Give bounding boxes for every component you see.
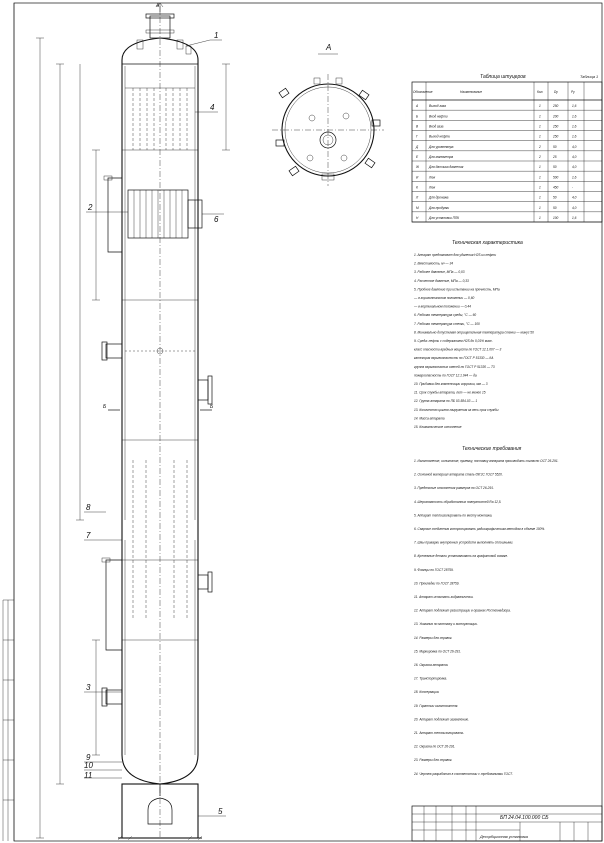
tech-requirement-item: 16. Окраска аппарата. xyxy=(414,663,449,667)
view-a-plan xyxy=(272,74,384,186)
nozzle-qty: 1 xyxy=(539,165,541,170)
tech-characteristic-item: 7. Рабочая температура стенки, °С — 100 xyxy=(414,321,480,326)
overall-dimensions xyxy=(36,38,100,838)
tech-requirement-item: 8. Крепежные детали устанавливать на графитовой смазке. xyxy=(414,554,509,559)
nozzle-dn: 250 xyxy=(553,134,559,139)
tech-requirement-item: 19. Гарантии изготовителя. xyxy=(414,703,459,708)
tech-characteristic-item: категория взрывоопасности по ГОСТ Р 51330 — IIА xyxy=(414,356,494,361)
tube-bundle xyxy=(128,190,202,238)
tech-requirement-item: 18. Консервация. xyxy=(414,690,440,695)
nozzle-qty: 1 xyxy=(539,215,541,220)
header-dn: Dу xyxy=(554,90,558,94)
side-pipe-upper xyxy=(108,178,122,252)
nozzle-qty: 1 xyxy=(539,175,541,180)
header-code: Обозначение xyxy=(413,90,433,94)
tech-characteristic-item: класс опасности вредных веществ по ГОСТ 12.1.007 — 3 xyxy=(414,347,502,352)
nozzle-code: И xyxy=(416,175,419,180)
nozzle-dn: 250 xyxy=(553,104,559,109)
nozzle-pn: 4,0 xyxy=(572,144,577,149)
tech-requirement-item: 3. Предельные отклонения размеров по ОСТ 26-291. xyxy=(414,486,494,491)
tech-characteristic-item: — в горизонтальном положении — 0,60 xyxy=(414,296,475,300)
nozzle-pn: 1,6 xyxy=(572,124,577,129)
nozzle-pn: 4,0 xyxy=(572,195,577,200)
nozzle-qty: 1 xyxy=(539,114,541,119)
header-name: Наименование xyxy=(460,90,482,94)
part-number-2: 2 xyxy=(88,203,93,212)
nozzle-table-title: Таблица штуцеров xyxy=(480,74,526,80)
tech-characteristics-list xyxy=(413,253,534,429)
title-designation: БП 24.04.100.000 СБ xyxy=(500,815,549,821)
tech-requirement-item: 14. Размеры для справок. xyxy=(414,635,453,640)
nozzle-dn: 50 xyxy=(553,205,557,210)
tech-characteristic-item: 10. Прибавка для компенсации коррозии, мм — 3 xyxy=(414,382,488,386)
nozzle-dn: 250 xyxy=(553,124,559,129)
tech-characteristic-item: 6. Рабочая температура среды, °С — 60 xyxy=(414,313,477,318)
view-label-top: А xyxy=(156,3,160,9)
nozzle-qty: 1 xyxy=(539,205,541,210)
part-leaders xyxy=(84,40,226,816)
nozzle-qty: 1 xyxy=(539,134,541,139)
header-pn: Pу xyxy=(571,90,575,94)
nozzle-name: Люк xyxy=(429,185,436,190)
tech-characteristic-item: — в вертикальном положении — 0,44 xyxy=(414,304,471,309)
nozzle-name: Люк xyxy=(429,175,436,180)
tech-requirement-item: 22. Окраска по ОСТ 26-291. xyxy=(414,744,456,749)
column-main-view xyxy=(36,3,230,840)
tech-requirement-item: 4. Шероховатость обработанных поверхностей Ra 12,5. xyxy=(414,499,502,504)
nozzle-name: Для уровнемера xyxy=(429,144,454,149)
part-number-10: 10 xyxy=(84,761,93,770)
tech-requirement-item: 21. Аппарат теплоизолировать. xyxy=(414,731,465,735)
nozzle-name: Вход газа xyxy=(429,124,444,129)
tech-requirement-item: 24. Чертеж разработан в соответствии с требованиями ГОСТ. xyxy=(414,771,513,776)
part-number-6: 6 xyxy=(214,215,219,224)
part-number-3: 3 xyxy=(86,683,91,692)
tech-characteristic-item: пожароопасность по ГОСТ 12.1.044 — да xyxy=(414,373,477,378)
nozzle-code: Ж xyxy=(416,165,419,170)
nozzle-dn: 500 xyxy=(553,175,559,180)
tech-characteristic-item: 4. Расчетное давление, МПа — 0,33 xyxy=(414,278,469,283)
tech-requirement-item: 17. Транспортировка. xyxy=(414,676,448,681)
nozzle-code: Н xyxy=(416,215,419,220)
part-number-5: 5 xyxy=(218,807,223,816)
tech-requirement-item: 7. Швы приварки внутренних устройств выполнять сплошными. xyxy=(414,540,514,545)
nozzle-pn: 1,6 xyxy=(572,104,577,109)
nozzle-dn: 50 xyxy=(553,165,557,170)
tech-requirement-item: 15. Маркировка по ОСТ 26-291. xyxy=(414,649,461,654)
nozzle-code: К xyxy=(416,185,418,190)
part-number-7: 7 xyxy=(86,531,91,540)
nozzle-name: Вход нефти xyxy=(429,114,448,119)
tech-requirement-item: 9. Фланцы по ГОСТ 28759. xyxy=(414,567,454,572)
tech-characteristic-item: 3. Рабочее давление, МПа — 0,03 xyxy=(414,270,465,275)
tech-characteristic-item: 13. Количество циклов нагружения за весь срок службы xyxy=(414,407,499,412)
nozzle-name: Для дренажа xyxy=(429,195,449,200)
part-number-9: 9 xyxy=(86,753,91,762)
tech-characteristic-item: 1. Аппарат предназначен для удаления H2S из нефти xyxy=(414,253,497,257)
tech-requirement-item: 1. Изготовление, испытание, приемку, поставку аппарата производить согласно ОСТ 26-291. xyxy=(414,459,559,463)
view-label-side: А xyxy=(326,43,332,52)
tech-characteristic-item: 9. Среда: нефть с содержанием H2S до 0,01% масс. xyxy=(414,339,493,343)
nozzle-dn: 200 xyxy=(553,114,559,119)
nozzle-pn: 1,6 xyxy=(572,215,577,220)
nozzle-dn: 450 xyxy=(553,185,559,190)
nozzle-pn: 1,6 xyxy=(572,175,577,180)
tech-requirement-item: 13. Указания по монтажу и эксплуатации. xyxy=(414,622,478,627)
nozzle-pn: 4,0 xyxy=(572,205,577,210)
nozzle-code: Е xyxy=(416,154,419,159)
nozzle-name: Для манометра xyxy=(429,154,454,159)
side-pipe-lower xyxy=(106,560,122,650)
sheet-frame xyxy=(14,3,602,841)
tech-characteristics-title: Техническая характеристика xyxy=(452,240,523,246)
part-number-8: 8 xyxy=(86,503,91,512)
nozzle-name: Для продувки xyxy=(429,205,450,210)
cut-mark-right: Б xyxy=(210,404,214,410)
nozzle-code: А xyxy=(416,104,419,109)
tech-requirement-item: 11. Аппарат испытать гидравлически. xyxy=(414,595,474,599)
nozzle-qty: 1 xyxy=(539,195,541,200)
tech-requirement-item: 6. Сварные соединения контролировать радиографическим методом в объеме 100%. xyxy=(414,527,546,531)
nozzle-code: Б xyxy=(416,114,419,119)
nozzle-code: Д xyxy=(416,144,419,149)
tech-requirement-item: 20. Аппарат подлежит заземлению. xyxy=(414,717,470,722)
nozzle-name: Выход нефти xyxy=(429,134,451,139)
tech-characteristic-item: группа взрывоопасных смесей по ГОСТ Р 51330 — Т3 xyxy=(414,364,495,369)
nozzle-table-number: Таблица 1 xyxy=(580,75,599,79)
nozzle-name: Выход газа xyxy=(429,104,446,109)
tech-characteristic-item: 11. Срок службы аппарата, лет — не менее 15 xyxy=(414,390,486,395)
nozzle-dn: 100 xyxy=(553,215,559,220)
tech-requirement-item: 5. Аппарат теплоизолировать по месту монтажа. xyxy=(414,513,493,518)
nozzle-pn: 1,6 xyxy=(572,134,577,139)
nozzle-qty: 1 xyxy=(539,104,541,109)
tech-requirement-item: 2. Основной материал аппарата сталь 09Г2С ГОСТ 5520. xyxy=(414,472,503,477)
nozzle-pn: 4,0 xyxy=(572,165,577,170)
tech-requirement-item: 12. Аппарат подлежит регистрации в органах Ростехнадзора. xyxy=(414,608,511,613)
nozzle-code: Л xyxy=(416,195,419,200)
nozzle-qty: 1 xyxy=(539,185,541,190)
tech-characteristic-item: 15. Климатическое исполнение xyxy=(414,425,462,429)
header-qty: Кол. xyxy=(537,90,544,94)
nozzle-dn: 50 xyxy=(553,144,557,149)
tech-characteristic-item: 5. Пробное давление при испытании на прочность, МПа xyxy=(414,287,500,292)
nozzle-dn: 25 xyxy=(553,154,557,159)
part-number-1: 1 xyxy=(214,31,219,40)
nozzle-name: Для установки ППК xyxy=(429,215,460,220)
nozzle-dn: 50 xyxy=(553,195,557,200)
tech-requirements-list xyxy=(413,459,559,776)
tech-characteristic-item: 12. Группа аппарата по ПБ 03-584-03 — 1 xyxy=(414,399,478,404)
nozzle-pn: - xyxy=(572,185,574,190)
tech-characteristic-item: 8. Минимально допустимая отрицательная температура стенки — минус 50 xyxy=(414,330,534,335)
nozzle-table xyxy=(412,74,602,222)
cut-mark-left: Б xyxy=(103,404,107,410)
nozzle-qty: 1 xyxy=(539,124,541,129)
nozzle-name: Для датчика давления xyxy=(429,165,464,170)
nozzle-pn: 4,0 xyxy=(572,154,577,159)
binding-strip xyxy=(3,600,14,841)
nozzle-code: В xyxy=(416,124,419,129)
nozzle-code: Г xyxy=(416,134,418,139)
nozzle-qty: 2 xyxy=(539,144,541,149)
nozzle-feed xyxy=(106,344,122,358)
part-number-4: 4 xyxy=(210,103,215,112)
tech-characteristic-item: 14. Масса аппарата xyxy=(414,416,445,421)
tech-requirement-item: 23. Размеры для справок. xyxy=(414,758,453,763)
title-name: Десорбционная установка xyxy=(480,835,528,839)
part-number-11: 11 xyxy=(84,771,93,780)
tech-requirement-item: 10. Прокладки по ГОСТ 28759. xyxy=(414,581,460,586)
nozzle-qty: 2 xyxy=(539,154,541,159)
tech-characteristic-item: 2. Вместимость, м³ — 34 xyxy=(414,261,454,266)
nozzle-code: М xyxy=(416,205,419,210)
tech-requirements-title: Технические требования xyxy=(462,446,522,452)
nozzle-pn: 1,6 xyxy=(572,114,577,119)
